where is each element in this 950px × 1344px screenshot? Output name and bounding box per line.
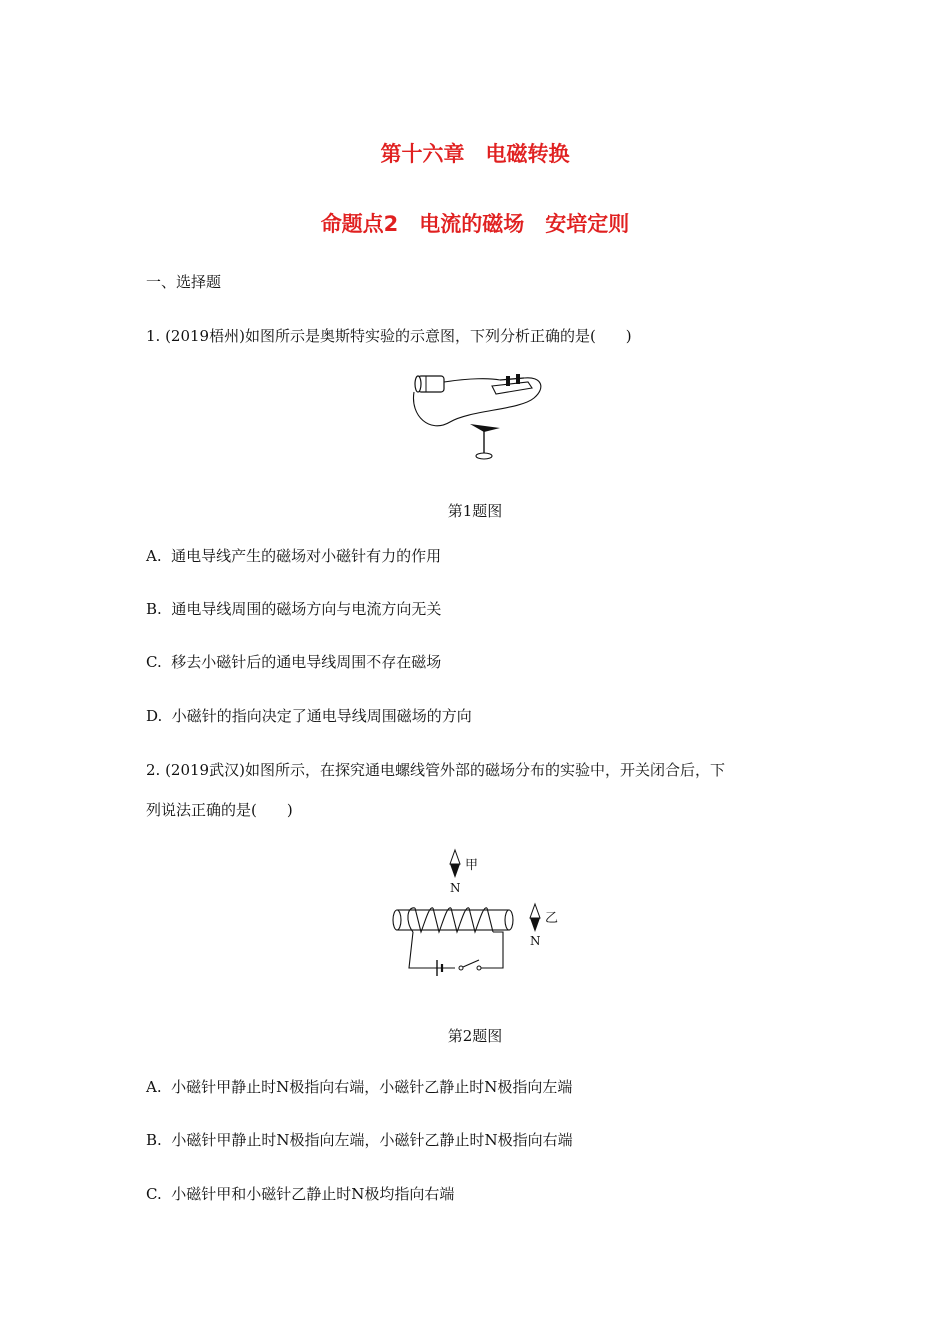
chapter-title: 第十六章 电磁转换	[380, 142, 570, 166]
compass-needle-jia-icon	[450, 850, 460, 878]
q2-option-a: A. 小磁针甲静止时N极指向右端，小磁针乙静止时N极指向左端	[146, 1078, 573, 1096]
q1-oersted-figure	[400, 366, 550, 466]
q1-option-b: B. 通电导线周围的磁场方向与电流方向无关	[146, 600, 442, 618]
q2-solenoid-figure	[385, 846, 575, 976]
solenoid-icon	[393, 908, 513, 932]
q1-figure-caption: 第1题图	[447, 502, 503, 520]
needle-jia-label: 甲	[465, 858, 479, 873]
q2-option-b: B. 小磁针甲静止时N极指向左端，小磁针乙静止时N极指向右端	[146, 1131, 573, 1149]
switch-icon	[492, 374, 532, 394]
needle-jia-north-label: N	[450, 881, 461, 895]
needle-yi-label: 乙	[545, 911, 559, 926]
q1-option-c: C. 移去小磁针后的通电导线周围不存在磁场	[146, 653, 442, 671]
q1-option-d: D. 小磁针的指向决定了通电导线周围磁场的方向	[146, 707, 472, 725]
part-heading: 一、选择题	[146, 273, 222, 291]
battery-icon	[415, 376, 444, 392]
switch-icon	[459, 960, 481, 970]
needle-yi-north-label: N	[530, 934, 541, 948]
q2-stem-line-1: 2. (2019武汉)如图所示，在探究通电螺线管外部的磁场分布的实验中，开关闭合后，下	[146, 761, 725, 779]
q2-figure-caption: 第2题图	[447, 1027, 503, 1045]
q2-option-c: C. 小磁针甲和小磁针乙静止时N极均指向右端	[146, 1185, 455, 1203]
compass-needle-yi-icon	[530, 904, 540, 932]
section-title: 命题点2 电流的磁场 安培定则	[320, 212, 630, 236]
compass-needle-icon	[470, 424, 500, 459]
q1-stem: 1. (2019梧州)如图所示是奥斯特实验的示意图，下列分析正确的是( )	[146, 327, 632, 345]
q1-option-a: A. 通电导线产生的磁场对小磁针有力的作用	[146, 547, 442, 565]
q2-stem-line-2: 列说法正确的是( )	[146, 801, 293, 819]
